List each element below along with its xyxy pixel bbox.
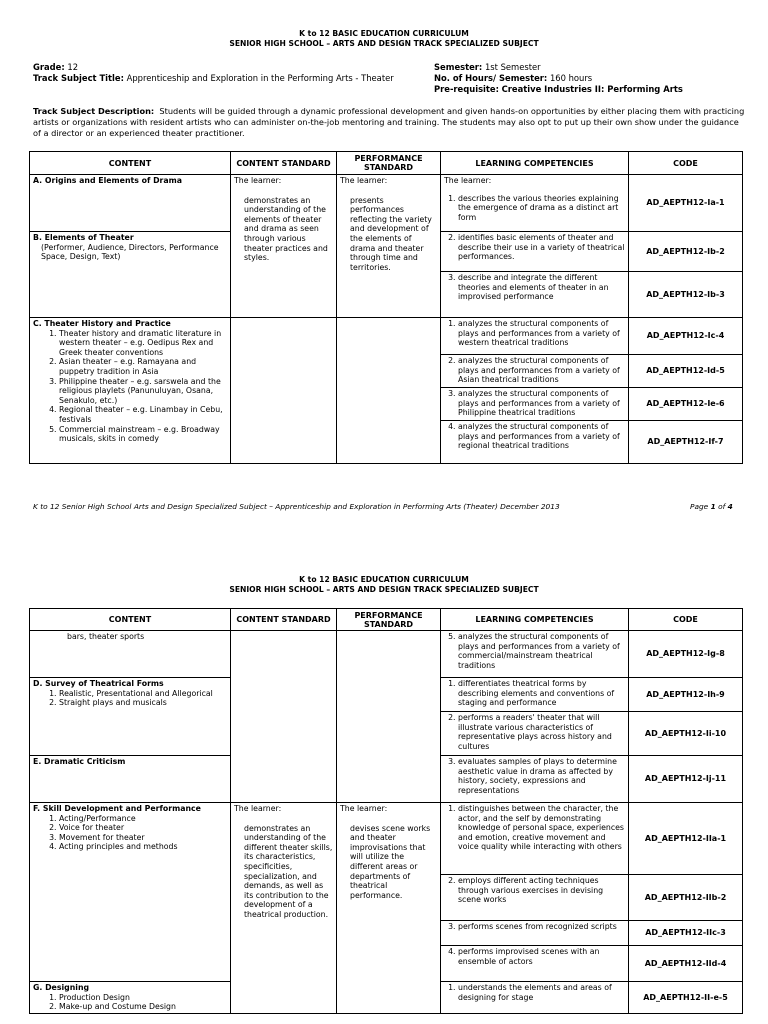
col-code: CODE [629,152,743,175]
section-g-title: G. Designing [33,983,90,992]
code-cell: AD_AEPTH12-Ia-1 [629,175,743,232]
competency-item: 3. evaluates samples of plays to determine aesthetic value in drama as affected by history, society, expressions and representations [458,757,625,795]
content-standard-text: demonstrates an understanding of the different theater skills, its characteristics, specificities, specialization, and demands, as well as its contribution to the development of a theatrical production. [244,823,333,919]
learner-label: The learner: [340,804,388,813]
title-value: Apprenticeship and Exploration in the Performing Arts - Theater [126,73,394,83]
page-current: 1 [710,502,716,511]
competency-cell [441,421,629,464]
code-cell: AD_AEPTH12-II-e-5 [629,982,743,1014]
competency-item: 4. analyzes the structural components of plays and performances from a variety of regional theatrical traditions [458,422,625,451]
section-c-item: 3. Philippine theater – e.g. sarswela and the religious playlets (Panunuluyan, Osana, Senakulo, etc.) [59,377,227,406]
content-cell-b [30,232,231,318]
code-cell: AD_AEPTH12-Ib-2 [629,232,743,272]
meta-right [434,62,683,95]
header-line-1: K to 12 BASIC EDUCATION CURRICULUM [299,575,469,584]
competency-cell [441,355,629,388]
competency-cell [441,318,629,355]
code-cell: AD_AEPTH12-Ij-11 [629,756,743,803]
page-label: Page [690,502,709,511]
code-cell: AD_AEPTH12-Ig-8 [629,631,743,678]
competency-item: 1. describes the various theories explaining the emergence of drama as a distinct art form [458,194,625,223]
section-f-item: 3. Movement for theater [59,833,227,843]
section-c-item: 2. Asian theater – e.g. Ramayana and puppetry tradition in Asia [59,357,227,376]
desc-label: Track Subject Description: [33,106,155,116]
subject-description [33,106,745,139]
page-of: of [718,502,726,511]
content-standard-cell-empty [231,318,337,464]
content-standard-text: demonstrates an understanding of the elements of theater and drama as seen through various theater practices and styles. [244,195,328,263]
performance-standard-cell [337,175,441,318]
competency-cell [441,678,629,712]
code-cell: AD_AEPTH12-Ic-4 [629,318,743,355]
section-f-item: 1. Acting/Performance [59,814,227,824]
hours-value: 160 hours [549,73,593,83]
performance-standard-text: devises scene works and theater improvisations that will utilize the different areas or departments of theatrical performance. [350,823,431,900]
learner-label: The learner: [234,804,282,813]
prereq-label: Pre-requisite: [434,84,499,94]
col-performance-standard: PERFORMANCE STANDARD [337,609,441,631]
col-content: CONTENT [30,609,231,631]
col-content-standard: CONTENT STANDARD [231,609,337,631]
competency-cell [441,631,629,678]
page-number [690,502,733,511]
col-content-standard: CONTENT STANDARD [231,152,337,175]
competency-item: 5. analyzes the structural components of plays and performances from a variety of commercial/mainstream theatrical traditions [458,632,625,670]
content-standard-cell [231,175,337,318]
competency-cell [441,388,629,421]
header-line-1: K to 12 BASIC EDUCATION CURRICULUM [299,29,469,38]
competency-cell [441,875,629,921]
section-e-title: E. Dramatic Criticism [33,757,126,766]
competency-cell [441,756,629,803]
competency-item: 3. describe and integrate the different theories and elements of theater in an improvised performance [458,273,625,302]
grade-value: 12 [67,62,79,72]
competency-cell [441,232,629,272]
code-cell: AD_AEPTH12-Ih-9 [629,678,743,712]
competency-item: 2. performs a readers' theater that will illustrate various characteristics of representative plays across history and cultures [458,713,625,751]
section-b-subtitle: (Performer, Audience, Directors, Performance Space, Design, Text) [41,242,219,262]
content-standard-cell-f [231,803,337,1014]
section-d-title: D. Survey of Theatrical Forms [33,679,164,688]
grade-label: Grade: [33,62,65,72]
content-standard-cell-empty [231,631,337,803]
semester-label: Semester: [434,62,483,72]
semester-value: 1st Semester [484,62,541,72]
section-f-title: F. Skill Development and Performance [33,804,201,813]
document-page-2 [0,560,768,1024]
meta-left [33,62,394,84]
curriculum-table-2 [29,608,743,1014]
competency-cell [441,175,629,232]
competency-cell [441,921,629,946]
desc-text: Students will be guided through a dynamic professional development and given hands-on opportunities by either placing them with practicing artists or organizations with resident artists who can administer on-the-job mentoring and training. The students may also opt to put up their own show under the guidance of a director or an experienced theater practitioner. [33,106,745,138]
content-cell-d [30,678,231,756]
title-label: Track Subject Title: [33,73,124,83]
content-cell-continued [30,631,231,678]
competency-cell [441,272,629,318]
competency-cell [441,946,629,982]
performance-standard-cell-empty [337,318,441,464]
section-c-item: 1. Theater history and dramatic literature in western theater – e.g. Oedipus Rex and Greek theater conventions [59,329,227,358]
competency-item: 2. analyzes the structural components of plays and performances from a variety of Asian theatrical traditions [458,356,625,385]
curriculum-table-1 [29,151,743,464]
code-cell: AD_AEPTH12-Id-5 [629,355,743,388]
col-competencies: LEARNING COMPETENCIES [441,609,629,631]
header-line-2: SENIOR HIGH SCHOOL – ARTS AND DESIGN TRACK SPECIALIZED SUBJECT [229,39,539,48]
competency-cell [441,982,629,1014]
code-cell: AD_AEPTH12-Ii-10 [629,712,743,756]
performance-standard-cell-f [337,803,441,1014]
competency-cell [441,712,629,756]
competency-item: 1. analyzes the structural components of plays and performances from a variety of western theatrical traditions [458,319,625,348]
section-b-title: B. Elements of Theater [33,233,134,242]
header-line-2: SENIOR HIGH SCHOOL – ARTS AND DESIGN TRACK SPECIALIZED SUBJECT [229,585,539,594]
curriculum-header [0,29,768,49]
col-competencies: LEARNING COMPETENCIES [441,152,629,175]
code-cell: AD_AEPTH12-IId-4 [629,946,743,982]
section-c-item: 5. Commercial mainstream – e.g. Broadway musicals, skits in comedy [59,425,227,444]
page-footer: K to 12 Senior High School Arts and Design Specialized Subject – Apprenticeship and Exploration in Performing Arts (Theater) December 2013 [33,502,560,511]
section-f-item: 2. Voice for theater [59,823,227,833]
competency-item: 1. differentiates theatrical forms by describing elements and conventions of staging and performance [458,679,625,708]
prereq-value: Creative Industries II: Performing Arts [501,84,683,94]
learner-label: The learner: [444,176,492,185]
code-cell: AD_AEPTH12-IIc-3 [629,921,743,946]
performance-standard-text: presents performances reflecting the variety and development of the elements of drama and theater through time and territories. [350,195,432,272]
competency-item: 3. analyzes the structural components of plays and performances from a variety of Philippine theatrical traditions [458,389,625,418]
code-cell: AD_AEPTH12-Ib-3 [629,272,743,318]
code-cell: AD_AEPTH12-If-7 [629,421,743,464]
section-a-title: A. Origins and Elements of Drama [33,176,183,185]
performance-standard-cell-empty [337,631,441,803]
page-total: 4 [727,502,733,511]
competency-item: 2. identifies basic elements of theater and describe their use in a variety of theatrical performances. [458,233,625,262]
section-c-item: 4. Regional theater – e.g. Linambay in Cebu, festivals [59,405,227,424]
content-cell-e [30,756,231,803]
col-content: CONTENT [30,152,231,175]
content-cell-g [30,982,231,1014]
section-f-item: 4. Acting principles and methods [59,842,227,852]
learner-label: The learner: [340,176,388,185]
content-cell-a [30,175,231,232]
section-c-title: C. Theater History and Practice [33,319,171,328]
competency-item: 1. distinguishes between the character, the actor, and the self by demonstrating knowledge of personal space, experiences and emotion, creative movement and voice quality while interacting with others [458,804,625,852]
competency-item: 4. performs improvised scenes with an ensemble of actors [458,947,625,966]
content-cell-c [30,318,231,464]
section-d-item: 2. Straight plays and musicals [59,698,227,708]
content-cell-f [30,803,231,982]
competency-cell [441,803,629,875]
section-d-item: 1. Realistic, Presentational and Allegorical [59,689,227,699]
section-g-item: 1. Production Design [59,993,227,1003]
learner-label: The learner: [234,176,282,185]
section-g-item: 2. Make-up and Costume Design [59,1002,227,1012]
content-continued-text: bars, theater sports [67,632,145,641]
hours-label: No. of Hours/ Semester: [434,73,548,83]
col-code: CODE [629,609,743,631]
col-performance-standard: PERFORMANCE STANDARD [337,152,441,175]
competency-item: 3. performs scenes from recognized scripts [458,922,625,932]
competency-item: 1. understands the elements and areas of designing for stage [458,983,625,1002]
competency-item: 2. employs different acting techniques through various exercises in devising scene works [458,876,625,905]
code-cell: AD_AEPTH12-IIb-2 [629,875,743,921]
code-cell: AD_AEPTH12-IIa-1 [629,803,743,875]
code-cell: AD_AEPTH12-Ie-6 [629,388,743,421]
curriculum-header-2 [0,575,768,595]
